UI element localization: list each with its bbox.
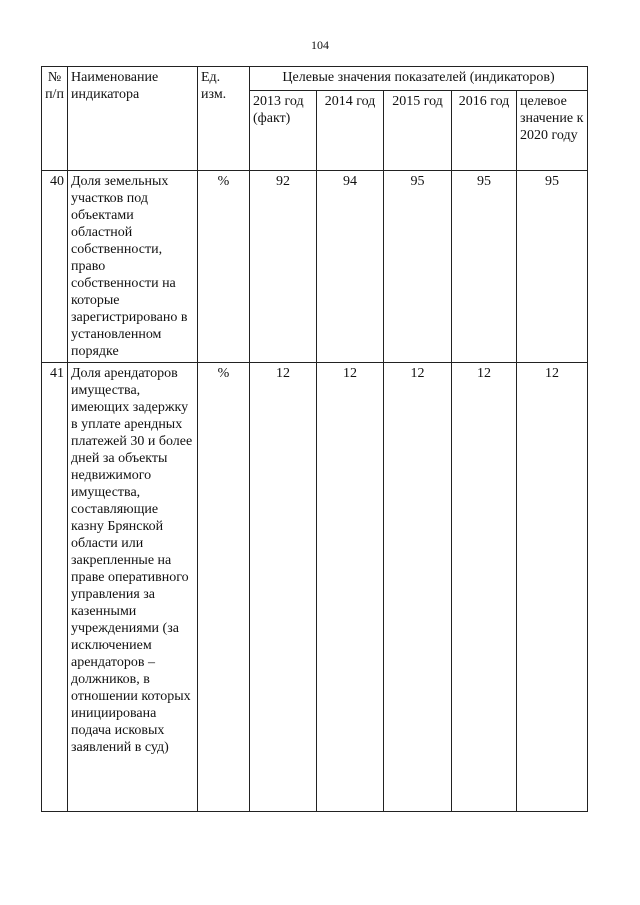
page-number: 104: [311, 38, 329, 52]
row-value-2016: 12: [452, 363, 517, 812]
row-num: 40: [42, 171, 68, 363]
row-unit: %: [198, 363, 250, 812]
row-value-2014: 94: [317, 171, 384, 363]
row-value-2013: 12: [250, 363, 317, 812]
header-num: № п/п: [42, 67, 68, 171]
row-unit: %: [198, 171, 250, 363]
header-year-2015: 2015 год: [384, 91, 452, 171]
indicators-table: [41, 66, 588, 812]
table-row: [42, 363, 588, 812]
row-value-2013: 92: [250, 171, 317, 363]
row-value-2014: 12: [317, 363, 384, 812]
header-year-2016: 2016 год: [452, 91, 517, 171]
header-unit: Ед. изм.: [198, 67, 250, 171]
row-num: 41: [42, 363, 68, 812]
header-row: [42, 67, 588, 91]
row-name: Доля арендаторов имущества, имеющих задержку в уплате арендных платежей 30 и более дней за объекты недвижимого имущества, составляющие казну Брянской области или закрепленные на праве оперативного управления за казенными учреждениями (за исключением арендаторов – должников, в отношении которых инициирована подача исковых заявлений в суд): [68, 363, 198, 812]
row-value-2016: 95: [452, 171, 517, 363]
table-row: [42, 171, 588, 363]
row-value-2015: 12: [384, 363, 452, 812]
row-value-2020: 12: [517, 363, 588, 812]
header-name: Наименование индикатора: [68, 67, 198, 171]
header-year-2013: 2013 год (факт): [250, 91, 317, 171]
row-value-2015: 95: [384, 171, 452, 363]
row-name: Доля земельных участков под объектами областной собственности, право собственности на которые зарегистрировано в установленном порядке: [68, 171, 198, 363]
row-value-2020: 95: [517, 171, 588, 363]
header-year-2020: целевое значение к 2020 году: [517, 91, 588, 171]
header-year-2014: 2014 год: [317, 91, 384, 171]
header-target-group: Целевые значения показателей (индикаторов): [250, 67, 588, 91]
